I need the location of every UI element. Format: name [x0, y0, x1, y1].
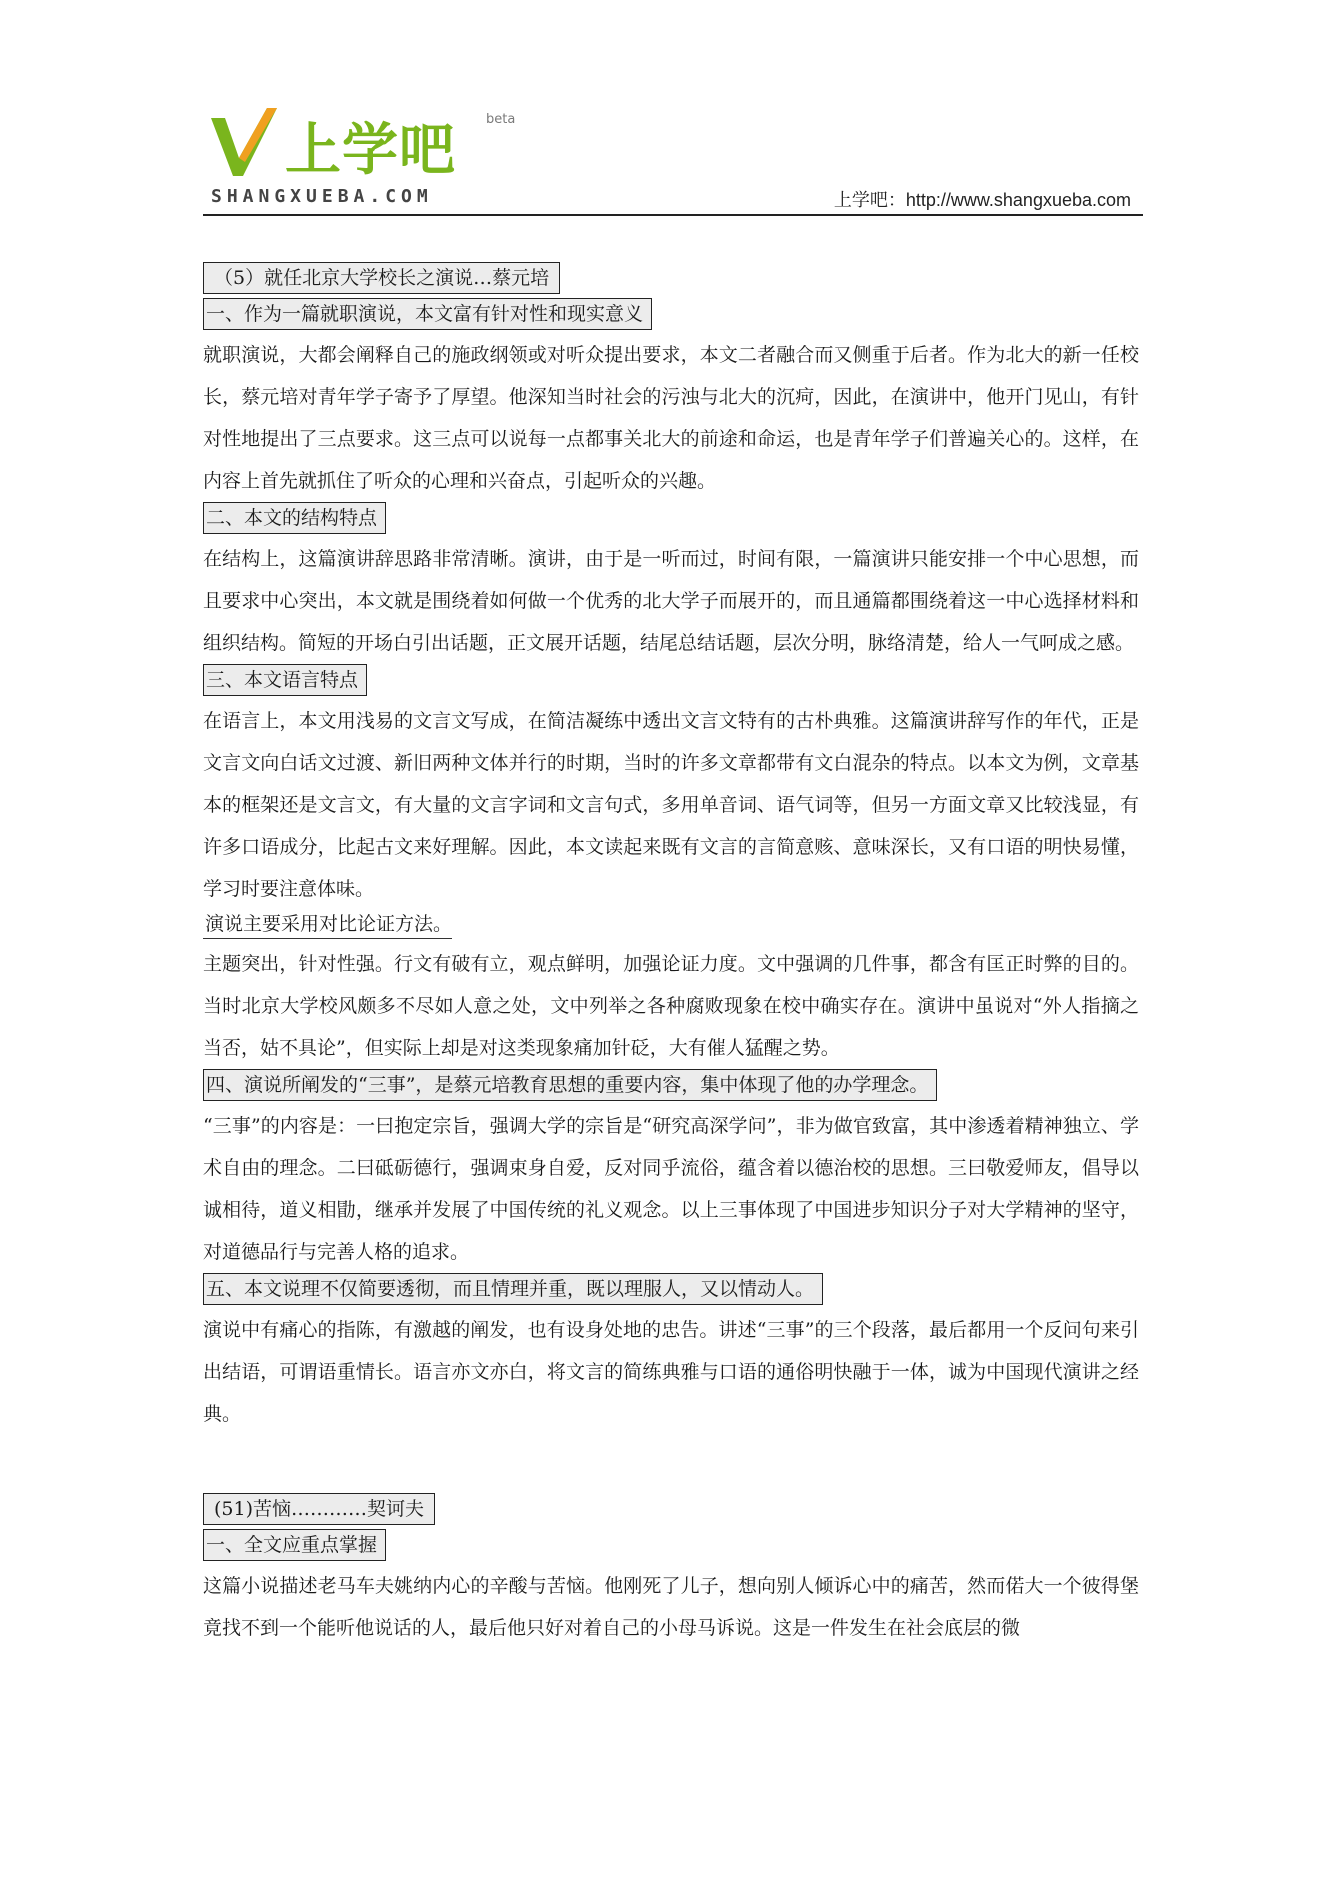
section-title-block [203, 1493, 1139, 1525]
subheading-block [203, 1273, 1139, 1305]
subheading-block [203, 1069, 1139, 1101]
paragraph: 就职演说，大都会阐释自己的施政纲领或对听众提出要求，本文二者融合而又侧重于后者。作为北大的新一任校长，蔡元培对青年学子寄予了厚望。他深知当时社会的污浊与北大的沉疴，因此，在演讲中，他开门见山，有针对性地提出了三点要求。这三点可以说每一点都事关北大的前途和命运，也是青年学子们普遍关心的。这样，在内容上首先就抓住了听众的心理和兴奋点，引起听众的兴趣。 [203, 344, 1139, 492]
underlined-subheading: 演说主要采用对比论证方法。 [203, 910, 452, 939]
subheading-block [203, 298, 1139, 330]
subheading: 一、作为一篇就职演说，本文富有针对性和现实意义 [203, 298, 652, 330]
logo-wordmark: 上学吧 [285, 118, 456, 183]
subheading: 四、演说所阐发的“三事”，是蔡元培教育思想的重要内容，集中体现了他的办学理念。 [203, 1069, 937, 1101]
subheading-block [203, 910, 1139, 939]
subheading-block [203, 664, 1139, 696]
paragraph: 这篇小说描述老马车夫姚纳内心的辛酸与苦恼。他刚死了儿子，想向别人倾诉心中的痛苦，然而偌大一个彼得堡竟找不到一个能听他说话的人，最后他只好对着自己的小母马诉说。这是一件发生在社会底层的微 [203, 1575, 1139, 1639]
paragraph: 在语言上，本文用浅易的文言文写成，在简洁凝练中透出文言文特有的古朴典雅。这篇演讲辞写作的年代，正是文言文向白话文过渡、新旧两种文体并行的时期，当时的许多文章都带有文白混杂的特点。以本文为例，文章基本的框架还是文言文，有大量的文言字词和文言句式，多用单音词、语气词等，但另一方面文章又比较浅显，有许多口语成分，比起古文来好理解。因此，本文读起来既有文言的言简意赅、意味深长，又有口语的明快易懂，学习时要注意体味。 [203, 710, 1139, 900]
paragraph: “三事”的内容是：一曰抱定宗旨，强调大学的宗旨是“研究高深学问”，非为做官致富，其中渗透着精神独立、学术自由的理念。二曰砥砺德行，强调束身自爱，反对同乎流俗，蕴含着以德治校的思想。三曰敬爱师友，倡导以诚相待，道义相勖，继承并发展了中国传统的礼义观念。以上三事体现了中国进步知识分子对大学精神的坚守，对道德品行与完善人格的追求。 [203, 1115, 1139, 1263]
section-title-block [203, 262, 1139, 294]
section-title: （5）就任北京大学校长之演说…蔡元培 [203, 262, 560, 294]
section-gap [203, 1435, 1139, 1493]
header-site-link[interactable]: 上学吧：http://www.shangxueba.com [833, 190, 1131, 210]
logo-beta-tag: beta [486, 112, 516, 127]
section-title: (51)苦恼…………契诃夫 [203, 1493, 435, 1525]
subheading: 一、全文应重点掌握 [203, 1529, 386, 1561]
paragraph: 演说中有痛心的指陈，有激越的阐发，也有设身处地的忠告。讲述“三事”的三个段落，最后都用一个反问句来引出结语，可谓语重情长。语言亦文亦白，将文言的简练典雅与口语的通俗明快融于一体，诚为中国现代演讲之经典。 [203, 1319, 1139, 1425]
subheading: 五、本文说理不仅简要透彻，而且情理并重，既以理服人，又以情动人。 [203, 1273, 823, 1305]
subheading: 三、本文语言特点 [203, 664, 367, 696]
paragraph: 主题突出，针对性强。行文有破有立，观点鲜明，加强论证力度。文中强调的几件事，都含有匡正时弊的目的。当时北京大学校风颇多不尽如人意之处，文中列举之各种腐败现象在校中确实存在。演讲中虽说对“外人指摘之当否，姑不具论”，但实际上却是对这类现象痛加针砭，大有催人猛醒之势。 [203, 953, 1139, 1059]
header-divider [203, 214, 1143, 216]
logo-domain: SHANGXUEBA.COM [211, 186, 433, 207]
logo-leaf-icon [205, 102, 285, 182]
site-logo[interactable] [203, 92, 543, 212]
page-header [203, 92, 1143, 216]
document-body [203, 262, 1139, 1649]
subheading-block [203, 502, 1139, 534]
subheading-block [203, 1529, 1139, 1561]
paragraph: 在结构上，这篇演讲辞思路非常清晰。演讲，由于是一听而过，时间有限，一篇演讲只能安排一个中心思想，而且要求中心突出，本文就是围绕着如何做一个优秀的北大学子而展开的，而且通篇都围绕着这一中心选择材料和组织结构。简短的开场白引出话题，正文展开话题，结尾总结话题，层次分明，脉络清楚，给人一气呵成之感。 [203, 548, 1139, 654]
subheading: 二、本文的结构特点 [203, 502, 386, 534]
